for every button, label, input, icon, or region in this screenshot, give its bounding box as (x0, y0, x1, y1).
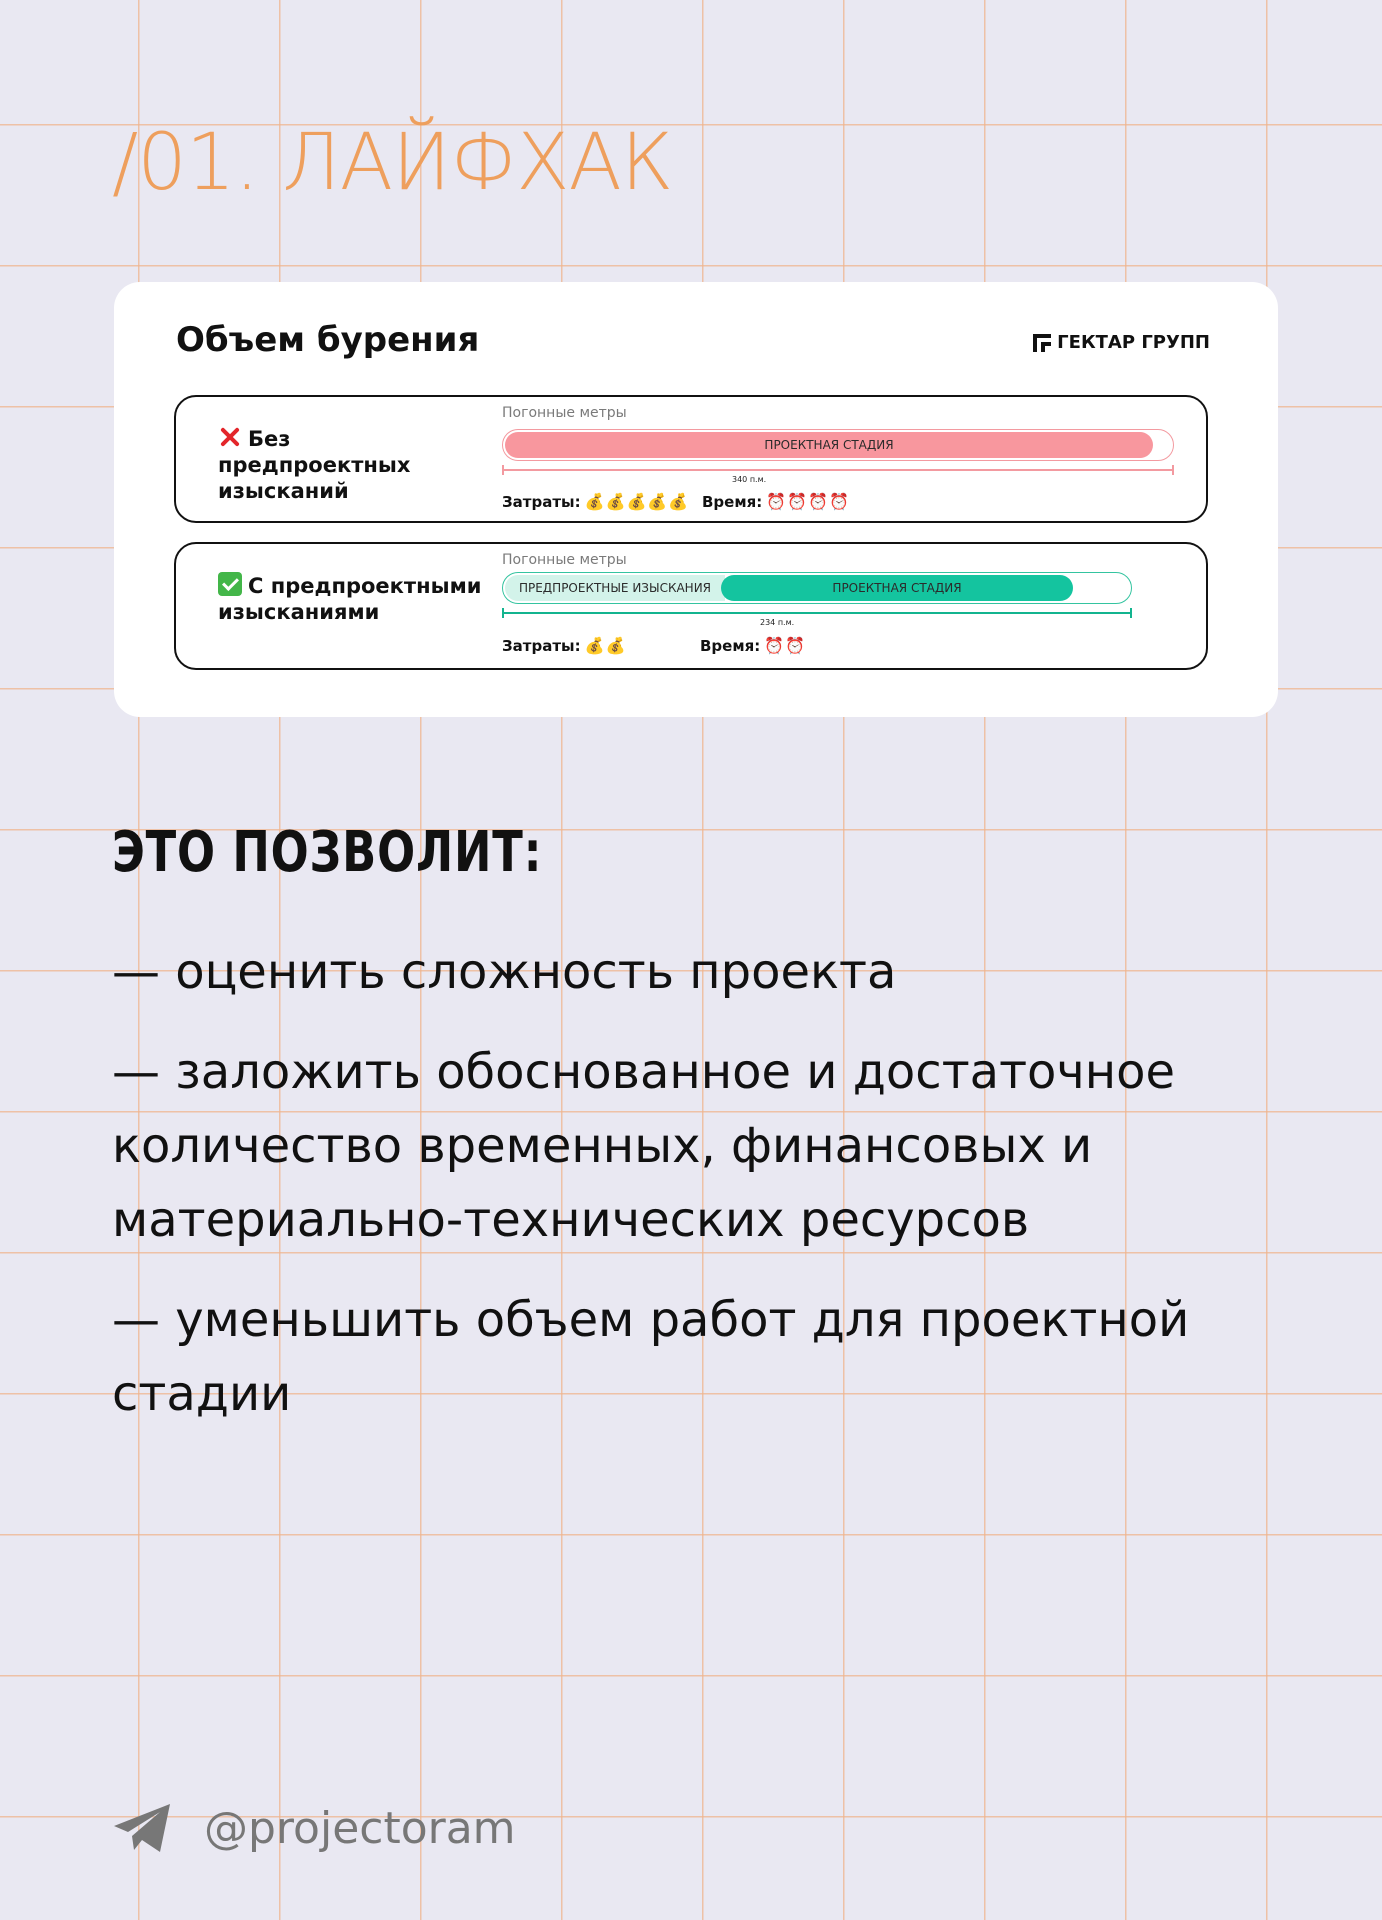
metric-label: Погонные метры (502, 405, 627, 421)
dimension-value: 234 п.м. (760, 618, 795, 627)
drilling-volume-card (114, 282, 1278, 717)
bar-segment-project-stage: ПРОЕКТНАЯ СТАДИЯ (505, 432, 1153, 458)
cost-indicator: Затраты: 💰💰💰💰💰 (502, 492, 690, 511)
bar-track (502, 572, 1132, 604)
brand-name: ГЕКТАР ГРУПП (1057, 332, 1210, 353)
benefits-heading: ЭТО ПОЗВОЛИТ: (112, 820, 543, 885)
comparison-row-with-surveys (174, 542, 1208, 670)
cross-mark-icon (218, 425, 242, 449)
telegram-plane-icon (112, 1802, 172, 1854)
bar-segment-pre-project-surveys: ПРЕДПРОЕКТНЫЕ ИЗЫСКАНИЯ (505, 575, 725, 601)
footer (112, 1802, 516, 1854)
brand-logo (1033, 332, 1210, 353)
card-title: Объем бурения (176, 320, 480, 360)
dimension-line (502, 469, 1174, 471)
alarm-clock-icon: ⏰⏰⏰⏰ (766, 492, 850, 511)
brand-logo-icon (1033, 334, 1051, 352)
time-indicator: Время: ⏰⏰ (700, 636, 807, 655)
bar-segment-project-stage: ПРОЕКТНАЯ СТАДИЯ (721, 575, 1073, 601)
dimension-value: 340 п.м. (732, 475, 767, 484)
list-item: — заложить обоснованное и достаточное количество временных, финансовых и материально-технических ресурсов (112, 1044, 1176, 1248)
row-label: С предпроектными изысканиями (218, 574, 482, 624)
list-item: — уменьшить объем работ для проектной стадии (112, 1292, 1190, 1422)
money-bag-icon: 💰💰💰💰💰 (584, 492, 690, 511)
dimension-line (502, 612, 1132, 614)
alarm-clock-icon: ⏰⏰ (764, 636, 807, 655)
check-mark-icon (218, 572, 242, 596)
comparison-row-without-surveys (174, 395, 1208, 523)
telegram-handle-link[interactable]: @projectoram (204, 1802, 516, 1854)
benefits-list (112, 935, 1352, 1457)
row-label: Без предпроектных изысканий (218, 427, 411, 503)
time-indicator: Время: ⏰⏰⏰⏰ (702, 492, 850, 511)
cost-indicator: Затраты: 💰💰 (502, 636, 627, 655)
page-heading: /01. ЛАЙФХАК (112, 118, 673, 208)
list-item: — оценить сложность проекта (112, 944, 897, 1000)
money-bag-icon: 💰💰 (584, 636, 627, 655)
metric-label: Погонные метры (502, 552, 627, 568)
bar-track (502, 429, 1174, 461)
